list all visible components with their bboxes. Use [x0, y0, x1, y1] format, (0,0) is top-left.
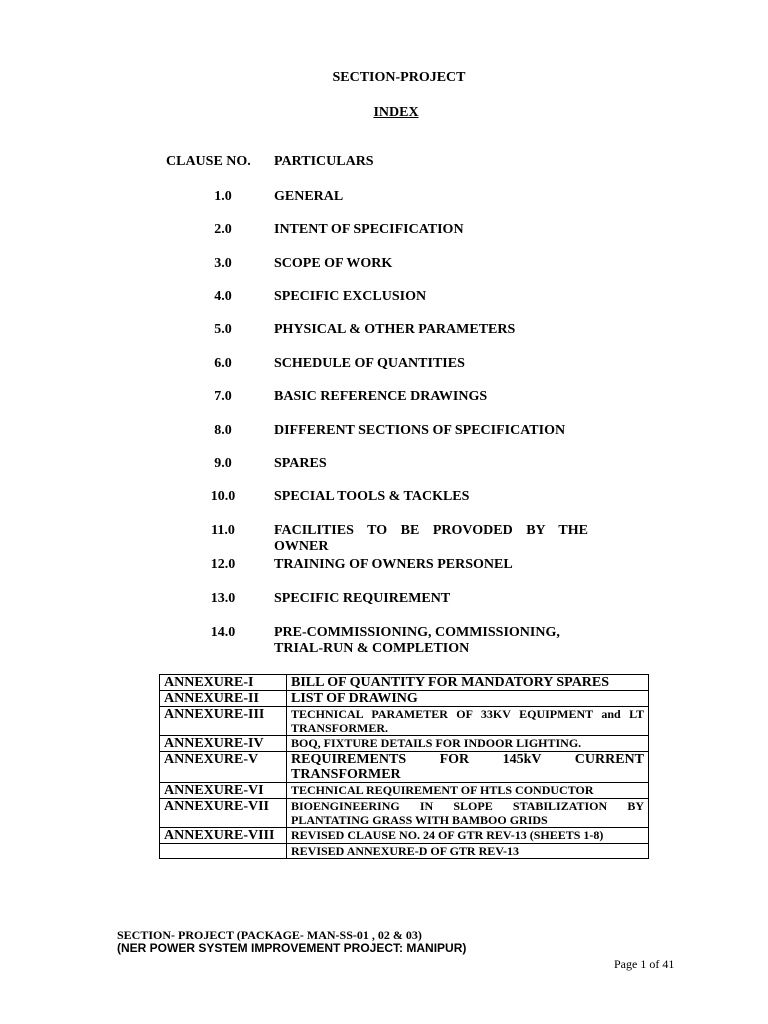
footer-section-line: SECTION- PROJECT (PACKAGE- MAN-SS-01 , 02 & 03) — [117, 928, 422, 942]
annexure-name: ANNEXURE-VIII — [160, 828, 287, 844]
clause-number: 13.0 — [210, 591, 236, 606]
clause-number: 5.0 — [214, 322, 232, 337]
particulars-header: PARTICULARS — [274, 154, 374, 169]
table-row — [160, 736, 649, 752]
document-title: SECTION-PROJECT — [332, 70, 466, 85]
clause-text: GENERAL — [274, 189, 344, 204]
clause-number: 1.0 — [214, 189, 232, 204]
annexure-description: LIST OF DRAWING — [287, 691, 649, 707]
clause-text: SPECIAL TOOLS & TACKLES — [274, 489, 470, 504]
annexure-table — [159, 674, 649, 859]
clause-number: 11.0 — [211, 523, 235, 538]
clause-text: SPECIFIC REQUIREMENT — [274, 591, 451, 606]
annexure-description: TECHNICAL PARAMETER OF 33KV EQUIPMENT and LT TRANSFORMER. — [287, 707, 649, 736]
clause-number: 12.0 — [210, 557, 236, 572]
clause-text: SPARES — [274, 456, 327, 471]
table-row — [160, 828, 649, 844]
annexure-description: BIOENGINEERING IN SLOPE STABILIZATION BY PLANTATING GRASS WITH BAMBOO GRIDS — [287, 799, 649, 828]
clause-no-header: CLAUSE NO. — [166, 154, 251, 169]
clause-text: BASIC REFERENCE DRAWINGS — [274, 389, 488, 404]
annexure-name — [160, 844, 287, 859]
clause-number: 7.0 — [214, 389, 232, 404]
clause-number: 2.0 — [214, 222, 232, 237]
table-row — [160, 844, 649, 859]
clause-number: 3.0 — [214, 256, 232, 271]
clause-number: 6.0 — [214, 356, 232, 371]
annexure-description: BOQ, FIXTURE DETAILS FOR INDOOR LIGHTING. — [287, 736, 649, 752]
annexure-description: REVISED ANNEXURE-D OF GTR REV-13 — [287, 844, 649, 859]
clause-text: SCHEDULE OF QUANTITIES — [274, 356, 465, 371]
table-row — [160, 783, 649, 799]
clause-text: DIFFERENT SECTIONS OF SPECIFICATION — [274, 423, 566, 438]
clause-text: SCOPE OF WORK — [274, 256, 393, 271]
annexure-name: ANNEXURE-III — [160, 707, 287, 736]
annexure-name: ANNEXURE-I — [160, 675, 287, 691]
clause-text: SPECIFIC EXCLUSION — [274, 289, 427, 304]
annexure-description: TECHNICAL REQUIREMENT OF HTLS CONDUCTOR — [287, 783, 649, 799]
annexure-name: ANNEXURE-II — [160, 691, 287, 707]
index-heading: INDEX — [373, 105, 419, 120]
clause-text: FACILITIES TO BE PROVODED BY THE OWNER — [274, 523, 588, 554]
table-row — [160, 675, 649, 691]
annexure-name: ANNEXURE-V — [160, 752, 287, 783]
table-row — [160, 691, 649, 707]
page-number: Page 1 of 41 — [614, 957, 675, 971]
annexure-name: ANNEXURE-VII — [160, 799, 287, 828]
table-row — [160, 799, 649, 828]
clause-text: TRAINING OF OWNERS PERSONEL — [274, 557, 513, 572]
clause-number: 10.0 — [210, 489, 236, 504]
clause-number: 4.0 — [214, 289, 232, 304]
annexure-description: REVISED CLAUSE NO. 24 OF GTR REV-13 (SHEETS 1-8) — [287, 828, 649, 844]
table-row — [160, 752, 649, 783]
clause-number: 8.0 — [214, 423, 232, 438]
table-row — [160, 707, 649, 736]
clause-text: PRE-COMMISSIONING, COMMISSIONING, TRIAL-RUN & COMPLETION — [274, 625, 560, 656]
annexure-description: BILL OF QUANTITY FOR MANDATORY SPARES — [287, 675, 649, 691]
annexure-name: ANNEXURE-VI — [160, 783, 287, 799]
annexure-name: ANNEXURE-IV — [160, 736, 287, 752]
clause-number: 14.0 — [210, 625, 236, 640]
clause-text: PHYSICAL & OTHER PARAMETERS — [274, 322, 516, 337]
clause-number: 9.0 — [214, 456, 232, 471]
clause-text: INTENT OF SPECIFICATION — [274, 222, 464, 237]
annexure-description: REQUIREMENTS FOR 145kV CURRENT TRANSFORMER — [287, 752, 649, 783]
footer-project-line: (NER POWER SYSTEM IMPROVEMENT PROJECT: MANIPUR) — [117, 941, 467, 955]
